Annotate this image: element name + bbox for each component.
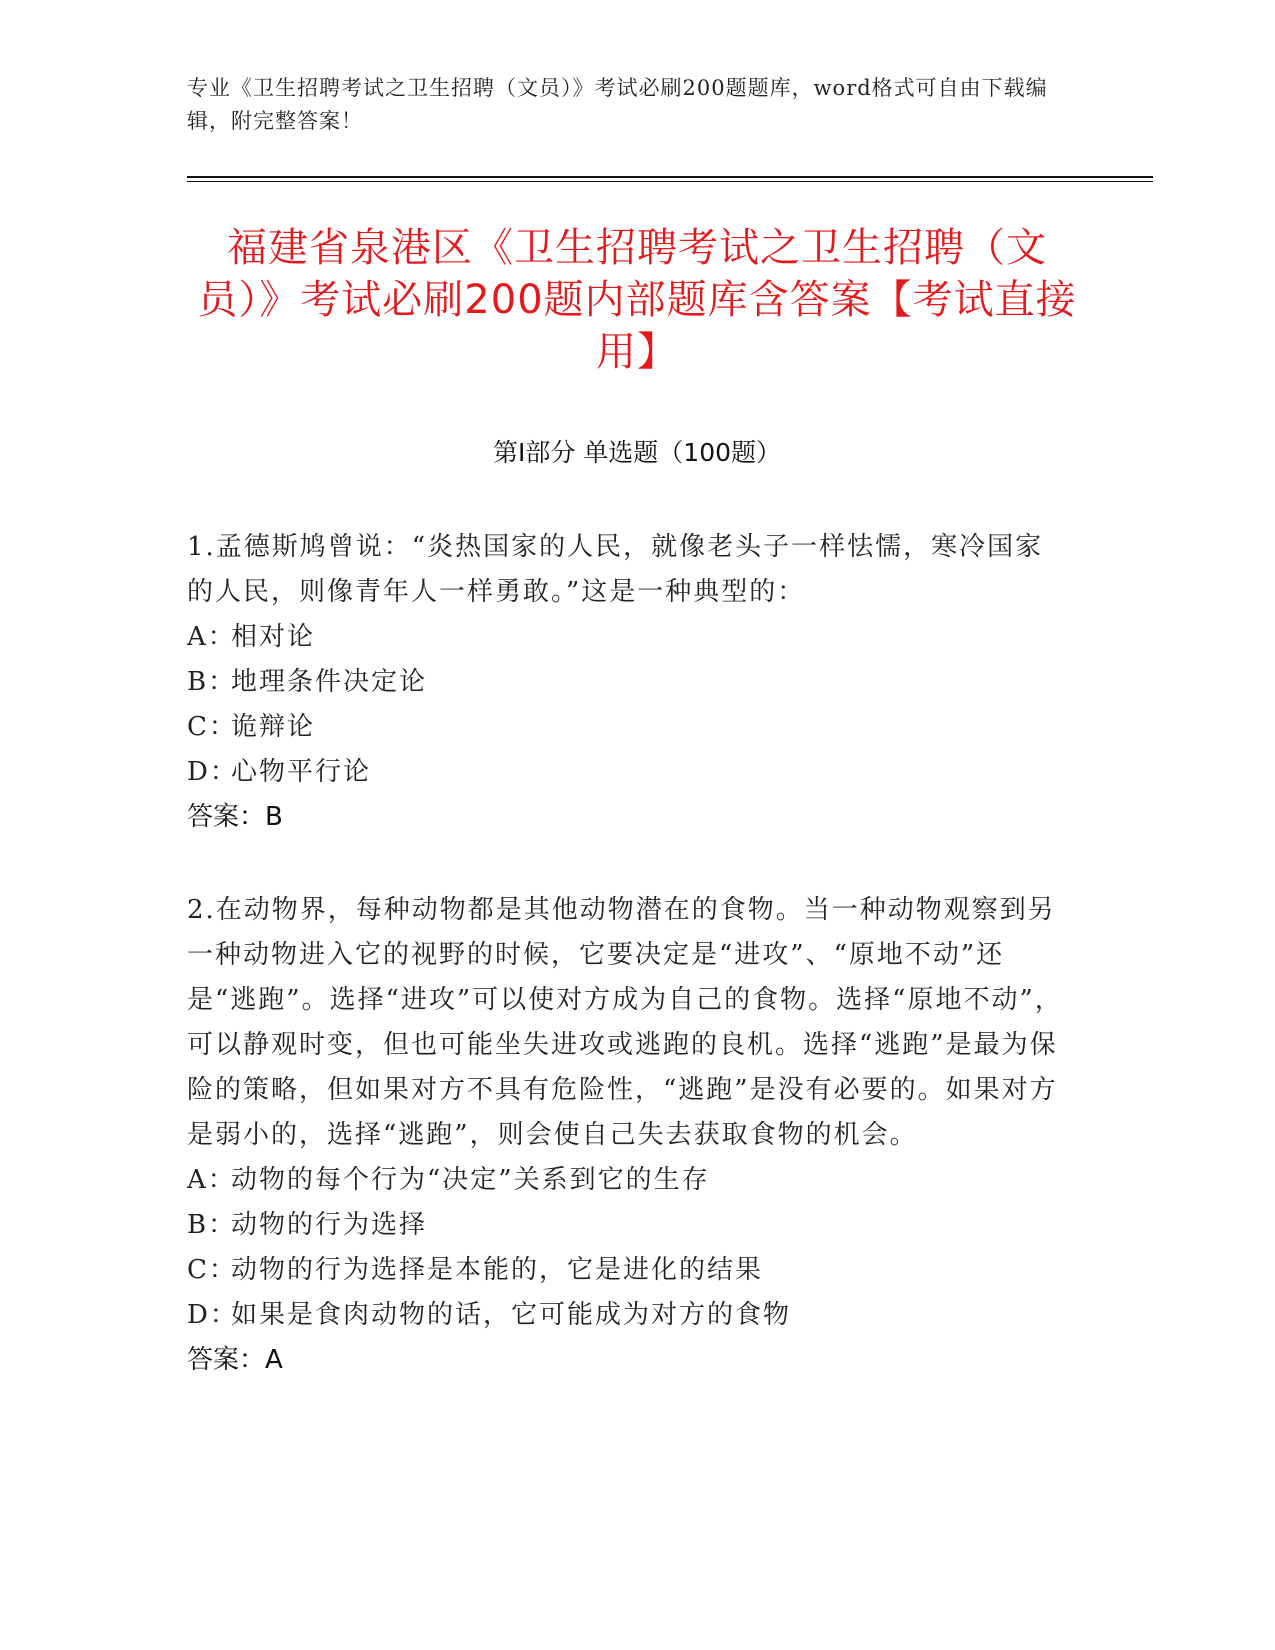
option-a xyxy=(187,1158,1067,1203)
option-key: A： xyxy=(187,1165,236,1195)
document-title: 福建省泉港区《卫生招聘考试之卫生招聘（文员）》考试必刷200题内部题库含答案【考试直接用】 xyxy=(197,225,1077,375)
option-key: B： xyxy=(187,1210,237,1240)
option-c xyxy=(187,1248,1067,1293)
option-d xyxy=(187,750,1067,795)
option-key: C： xyxy=(187,712,237,742)
question-2 xyxy=(187,888,1067,1383)
question-1 xyxy=(187,525,1067,840)
option-b xyxy=(187,660,1067,705)
answer: 答案：B xyxy=(187,802,283,832)
option-key: B： xyxy=(187,667,237,697)
option-text: 动物的每个行为“决定”关系到它的生存 xyxy=(231,1165,710,1195)
option-text: 如果是食肉动物的话，它可能成为对方的食物 xyxy=(231,1300,792,1330)
question-stem: 1.孟德斯鸠曾说：“炎热国家的人民，就像老头子一样怯懦，寒冷国家的人民，则像青年人一样勇敢。”这是一种典型的： xyxy=(187,532,1044,607)
option-key: A： xyxy=(187,622,236,652)
option-text: 心物平行论 xyxy=(231,757,372,787)
option-text: 动物的行为选择是本能的，它是进化的结果 xyxy=(231,1255,764,1285)
section-heading: 第Ⅰ部分 单选题（100题） xyxy=(492,438,782,467)
option-key: C： xyxy=(187,1255,237,1285)
option-text: 相对论 xyxy=(231,622,316,652)
header-rule-thick xyxy=(187,176,1153,178)
option-text: 动物的行为选择 xyxy=(231,1210,428,1240)
option-c xyxy=(187,705,1067,750)
option-key: D： xyxy=(187,1300,238,1330)
option-key: D： xyxy=(187,757,238,787)
option-d xyxy=(187,1293,1067,1338)
answer: 答案：A xyxy=(187,1345,283,1375)
question-stem: 2.在动物界，每种动物都是其他动物潜在的食物。当一种动物观察到另一种动物进入它的视野的时候，它要决定是“进攻”、“原地不动”还是“逃跑”。选择“进攻”可以使对方成为自己的食物。选择“原地不动”，可以静观时变，但也可能坐失进攻或逃跑的良机。选择“逃跑”是最为保险的策略，但如果对方不具有危险性，“逃跑”是没有必要的。如果对方是弱小的，选择“逃跑”，则会使自己失去获取食物的机会。 xyxy=(187,895,1063,1150)
option-text: 地理条件决定论 xyxy=(231,667,428,697)
header-rule-thin xyxy=(187,181,1153,182)
option-b xyxy=(187,1203,1067,1248)
header-note: 专业《卫生招聘考试之卫生招聘（文员）》考试必刷200题题库，word格式可自由下载编辑，附完整答案！ xyxy=(187,76,1048,133)
option-text: 诡辩论 xyxy=(231,712,316,742)
option-a xyxy=(187,615,1067,660)
